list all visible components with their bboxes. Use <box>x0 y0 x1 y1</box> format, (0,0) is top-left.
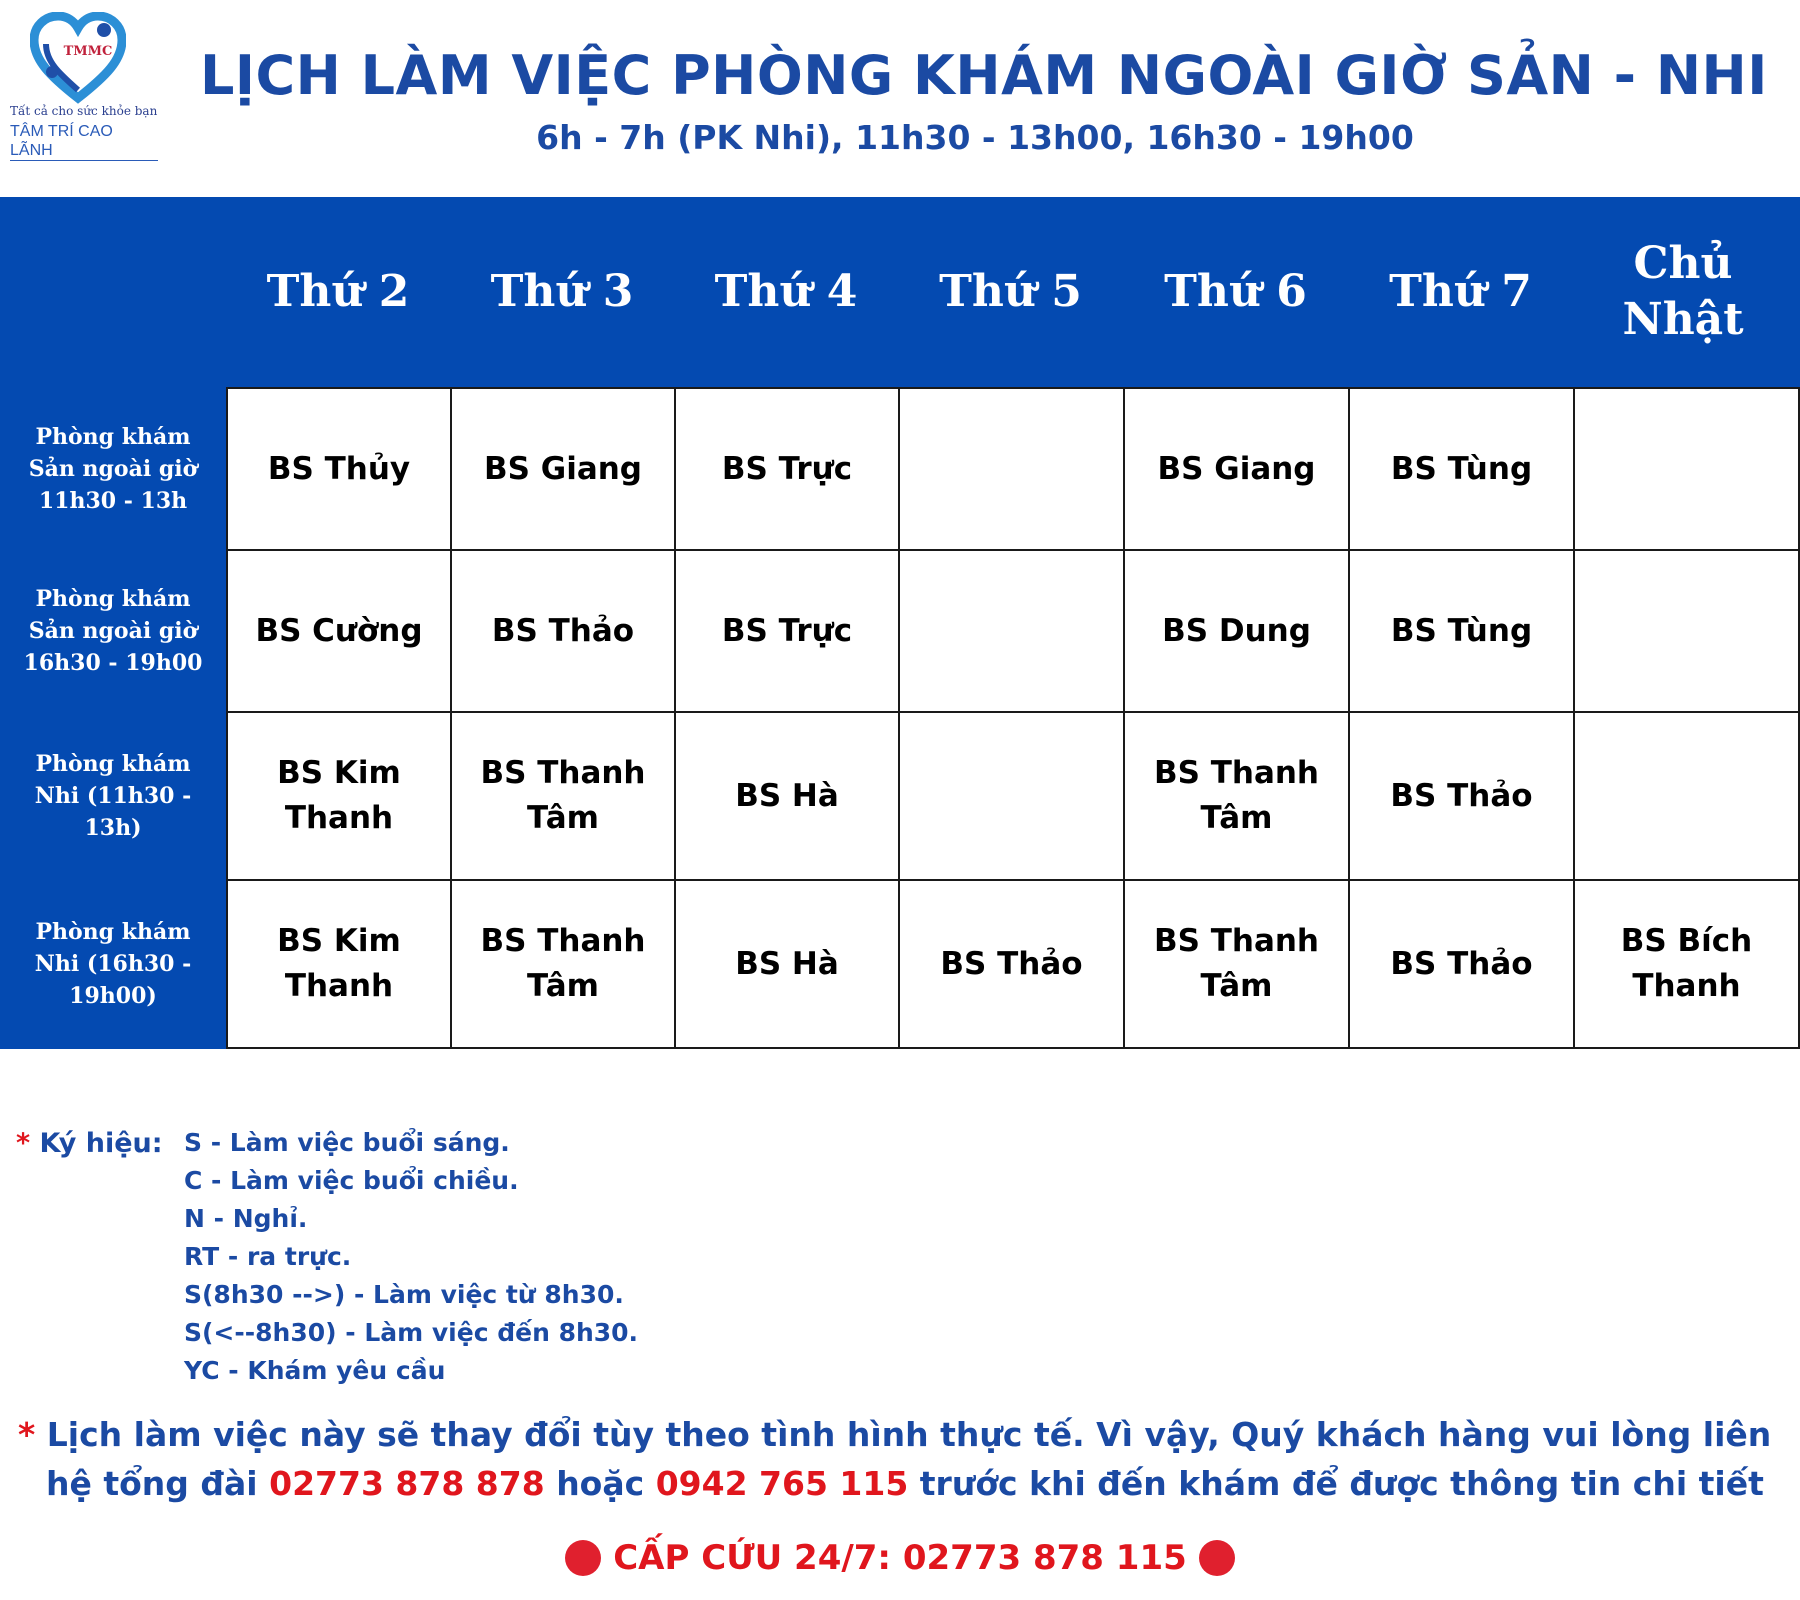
doctor-name-line: BS Cường <box>255 612 423 649</box>
row-label-line: 16h30 - 19h00 <box>23 650 203 676</box>
doctor-name-line: Thanh <box>284 800 394 836</box>
doctor-name-line: Tâm <box>527 968 599 1004</box>
day-header: Thứ 4 <box>714 266 858 317</box>
doctor-name <box>735 942 839 987</box>
doctor-name <box>722 609 852 654</box>
mobile-phone[interactable]: 0942 765 115 <box>655 1464 909 1503</box>
doctor-name-line: BS Bích <box>1620 923 1753 959</box>
row-label-line: Nhi (16h30 - <box>34 951 192 977</box>
schedule-cell <box>1573 879 1800 1049</box>
doctor-name-line: BS Thủy <box>267 450 411 487</box>
schedule-cell <box>1573 549 1800 713</box>
doctor-name <box>722 447 852 492</box>
schedule-cell <box>1348 711 1575 881</box>
row-label-line: 13h) <box>84 815 142 841</box>
doctor-name-line: BS Thanh <box>480 755 646 791</box>
doctor-name-line: BS Hà <box>735 945 839 982</box>
schedule-cell <box>226 711 452 881</box>
day-header: Thứ 7 <box>1389 266 1532 317</box>
legend-item: YC - Khám yêu cầu <box>184 1356 446 1385</box>
legend-label-text: Ký hiệu: <box>39 1128 163 1159</box>
schedule-cell <box>898 711 1125 881</box>
schedule-cell <box>1573 387 1800 551</box>
doctor-name <box>1390 942 1532 987</box>
schedule-cell <box>450 549 676 713</box>
legend-star: * <box>16 1128 31 1159</box>
schedule-cell <box>450 711 676 881</box>
day-header: Chủ Nhật <box>1622 238 1744 345</box>
schedule-cell <box>1348 879 1575 1049</box>
legend-item: C - Làm việc buổi chiều. <box>184 1166 519 1195</box>
note-middle: hoặc <box>556 1464 645 1503</box>
table-header <box>0 197 1800 387</box>
schedule-cell <box>1123 879 1350 1049</box>
doctor-name-line: BS Trực <box>721 450 853 487</box>
doctor-name <box>1158 447 1316 492</box>
row-label-line: Phòng khám <box>35 751 191 777</box>
row-label-line: 11h30 - 13h <box>38 488 188 514</box>
doctor-name-line: Tâm <box>1200 800 1273 836</box>
doctor-name-line: BS Hà <box>735 777 839 814</box>
logo-mark: TMMC <box>63 44 113 59</box>
doctor-name <box>255 609 422 654</box>
doctor-name-line: BS Thanh <box>480 923 646 959</box>
doctor-name <box>1162 609 1311 654</box>
doctor-name-line: Thanh <box>284 968 394 1004</box>
emergency-banner <box>0 1538 1800 1578</box>
schedule-cell <box>1123 711 1350 881</box>
doctor-name <box>480 751 645 841</box>
day-header: Thứ 6 <box>1164 266 1307 317</box>
doctor-name-line: Tâm <box>527 800 599 836</box>
row-label-text <box>24 583 203 679</box>
doctor-name <box>1390 774 1532 819</box>
schedule-cell <box>450 879 676 1049</box>
schedule-cell <box>226 387 452 551</box>
doctor-name-line: BS Thảo <box>1390 777 1533 814</box>
row-label-line: Phòng khám <box>35 586 191 612</box>
schedule-cell <box>450 387 676 551</box>
row-label <box>0 879 226 1049</box>
doctor-name-line: BS Thảo <box>1390 945 1533 982</box>
note-line1-text: Lịch làm việc này sẽ thay đổi tùy theo tình hình thực tế. Vì vậy, Quý khách hàng vui lòng liên <box>46 1415 1772 1454</box>
doctor-name <box>277 751 401 841</box>
row-label <box>0 387 226 551</box>
schedule-cell <box>1123 387 1350 551</box>
doctor-name-line: BS Dung <box>1162 612 1311 649</box>
page-title: LỊCH LÀM VIỆC PHÒNG KHÁM NGOÀI GIỜ SẢN - NHI <box>200 44 1768 107</box>
row-label <box>0 711 226 881</box>
doctor-name <box>492 609 634 654</box>
schedule-cell <box>1348 549 1575 713</box>
doctor-name <box>1391 447 1532 492</box>
doctor-name-line: Thanh <box>1632 968 1741 1004</box>
schedule-cell <box>898 879 1125 1049</box>
row-label-line: Phòng khám <box>35 424 191 450</box>
schedule-note <box>18 1410 1788 1508</box>
doctor-name-line: BS Tùng <box>1390 450 1533 487</box>
legend-item: N - Nghỉ. <box>184 1204 308 1233</box>
legend-items <box>184 1128 638 1394</box>
emergency-text[interactable]: CẤP CỨU 24/7: 02773 878 115 <box>613 1538 1187 1578</box>
day-header: Thứ 2 <box>266 266 410 317</box>
note-line-2 <box>18 1459 1788 1508</box>
doctor-name <box>1621 919 1752 1009</box>
doctor-name-line: BS Thảo <box>940 945 1083 982</box>
doctor-name-line: BS Thanh <box>1153 923 1320 959</box>
row-label-text <box>35 916 192 1012</box>
day-header: Thứ 5 <box>939 266 1082 317</box>
note-star: * <box>18 1415 36 1454</box>
schedule-cell <box>226 549 452 713</box>
doctor-name-line: BS Thảo <box>491 612 635 649</box>
doctor-name <box>268 447 410 492</box>
doctor-name <box>1154 751 1319 841</box>
logo-name: TÂM TRÍ CAO LÃNH <box>10 122 158 161</box>
row-label-text <box>35 748 192 844</box>
schedule-cell <box>674 387 900 551</box>
note-line2-suffix: trước khi đến khám để được thông tin chi tiết <box>919 1464 1764 1503</box>
legend-item: RT - ra trực. <box>184 1242 352 1271</box>
doctor-name <box>484 447 642 492</box>
schedule-cell <box>674 711 900 881</box>
legend-item: S(<--8h30) - Làm việc đến 8h30. <box>184 1318 639 1347</box>
doctor-name <box>277 919 401 1009</box>
row-label-text <box>29 421 198 517</box>
logo <box>8 8 158 159</box>
schedule-cell <box>1123 549 1350 713</box>
row-label-line: Sản ngoài giờ <box>28 618 198 644</box>
doctor-name-line: BS Kim <box>277 923 401 959</box>
doctor-name-line: BS Tùng <box>1390 612 1533 649</box>
row-label-line: Phòng khám <box>35 919 191 945</box>
schedule-cell <box>1348 387 1575 551</box>
page-subtitle: 6h - 7h (PK Nhi), 11h30 - 13h00, 16h30 - 19h00 <box>536 118 1414 157</box>
row-label-line: Sản ngoài giờ <box>28 456 198 482</box>
legend-item: S(8h30 -->) - Làm việc từ 8h30. <box>184 1280 624 1309</box>
doctor-name <box>1391 609 1532 654</box>
row-label-line: 19h00) <box>69 983 157 1009</box>
schedule-cell <box>674 879 900 1049</box>
doctor-name-line: BS Trực <box>721 612 853 649</box>
schedule-cell <box>1573 711 1800 881</box>
row-label <box>0 549 226 713</box>
hotline-phone[interactable]: 02773 878 878 <box>269 1464 545 1503</box>
logo-tagline: Tất cả cho sức khỏe bạn <box>10 104 158 118</box>
row-label-line: Nhi (11h30 - <box>34 783 192 809</box>
schedule-cell <box>898 387 1125 551</box>
doctor-name-line: BS Thanh <box>1153 755 1320 791</box>
schedule-cell <box>898 549 1125 713</box>
doctor-name-line: BS Giang <box>484 450 642 487</box>
legend-label <box>16 1128 163 1159</box>
note-line-1 <box>18 1410 1788 1459</box>
doctor-name <box>1154 919 1319 1009</box>
red-dot-icon <box>1199 1540 1235 1576</box>
doctor-name-line: BS Giang <box>1157 450 1316 487</box>
schedule-cell <box>674 549 900 713</box>
doctor-name <box>480 919 645 1009</box>
schedule-cell <box>226 879 452 1049</box>
doctor-name-line: Tâm <box>1200 968 1273 1004</box>
doctor-name <box>940 942 1082 987</box>
legend-item: S - Làm việc buổi sáng. <box>184 1128 510 1157</box>
day-header: Thứ 3 <box>490 266 634 317</box>
doctor-name-line: BS Kim <box>277 755 401 791</box>
note-line2-prefix: hệ tổng đài <box>46 1464 258 1503</box>
red-dot-icon <box>565 1540 601 1576</box>
doctor-name <box>735 774 839 819</box>
